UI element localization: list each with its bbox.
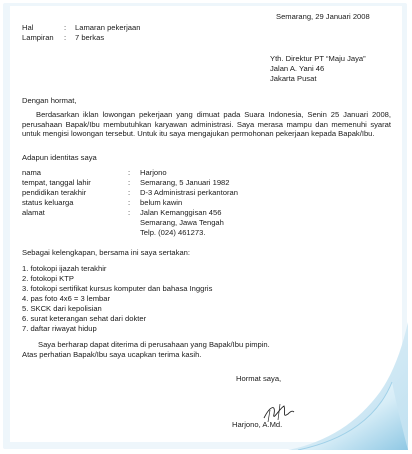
header-sep-hal: : bbox=[64, 23, 67, 32]
attachment-item: 2. fotokopi KTP bbox=[22, 274, 74, 283]
identity-intro: Adapun identitas saya bbox=[22, 153, 97, 162]
identity-label: status keluarga bbox=[22, 198, 74, 207]
salutation: Hormat saya, bbox=[236, 374, 282, 383]
attachment-item: 5. SKCK dari kepolisian bbox=[22, 304, 102, 313]
recipient-line: Jakarta Pusat bbox=[270, 74, 317, 83]
identity-value: Jalan Kemanggisan 456 bbox=[140, 208, 222, 217]
attachments-intro: Sebagai kelengkapan, bersama ini saya sertakan: bbox=[22, 248, 191, 257]
attachment-item: 7. daftar riwayat hidup bbox=[22, 324, 97, 333]
identity-sep: : bbox=[128, 188, 131, 197]
identity-sep: : bbox=[128, 168, 131, 177]
identity-label: pendidikan terakhir bbox=[22, 188, 87, 197]
greeting: Dengan hormat, bbox=[22, 96, 77, 105]
recipient-line: Jalan A. Yani 46 bbox=[270, 64, 325, 73]
closing-line: Saya berharap dapat diterima di perusahaan yang Bapak/Ibu pimpin. bbox=[38, 340, 270, 349]
closing-line: Atas perhatian Bapak/Ibu saya ucapkan terima kasih. bbox=[22, 350, 202, 359]
identity-sep: : bbox=[128, 198, 131, 207]
header-label-lampiran: Lampiran bbox=[22, 33, 54, 42]
identity-value: D-3 Administrasi perkantoran bbox=[140, 188, 238, 197]
identity-sep: : bbox=[128, 178, 131, 187]
identity-label: alamat bbox=[22, 208, 45, 217]
identity-sep: : bbox=[128, 208, 131, 217]
body-paragraph: Berdasarkan iklan lowongan pekerjaan yang dimuat pada Suara Indonesia, Senin 25 Januari 2008, perusahaan Bapak/Ibu membutuhkan karyawan administrasi. Saya merasa mampu dan memenuhi syarat untuk mengisi lowongan tersebut. Untuk itu saya mengajukan permohonan pekerjaan kepada Bapak/Ibu. bbox=[22, 110, 391, 139]
page-curl-graphic bbox=[288, 322, 408, 450]
attachment-item: 3. fotokopi sertifikat kursus komputer dan bahasa Inggris bbox=[22, 284, 213, 293]
identity-value: belum kawin bbox=[140, 198, 183, 207]
identity-value: Harjono bbox=[140, 168, 167, 177]
header-value-hal: Lamaran pekerjaan bbox=[75, 23, 141, 32]
identity-label: nama bbox=[22, 168, 41, 177]
header-label-hal: Hal bbox=[22, 23, 34, 32]
address-line: Semarang, Jawa Tengah bbox=[140, 218, 224, 227]
attachment-item: 6. surat keterangan sehat dari dokter bbox=[22, 314, 147, 323]
identity-label: tempat, tanggal lahir bbox=[22, 178, 91, 187]
header-value-lampiran: 7 berkas bbox=[75, 33, 105, 42]
signer-name: Harjono, A.Md. bbox=[232, 420, 283, 429]
identity-value: Semarang, 5 Januari 1982 bbox=[140, 178, 230, 187]
attachment-item: 4. pas foto 4x6 = 3 lembar bbox=[22, 294, 111, 303]
header-sep-lampiran: : bbox=[64, 33, 67, 42]
recipient-line: Yth. Direktur PT “Maju Jaya” bbox=[270, 54, 366, 63]
attachment-item: 1. fotokopi ijazah terakhir bbox=[22, 264, 107, 273]
address-line: Telp. (024) 461273. bbox=[140, 228, 206, 237]
letter-date: Semarang, 29 Januari 2008 bbox=[276, 12, 370, 21]
